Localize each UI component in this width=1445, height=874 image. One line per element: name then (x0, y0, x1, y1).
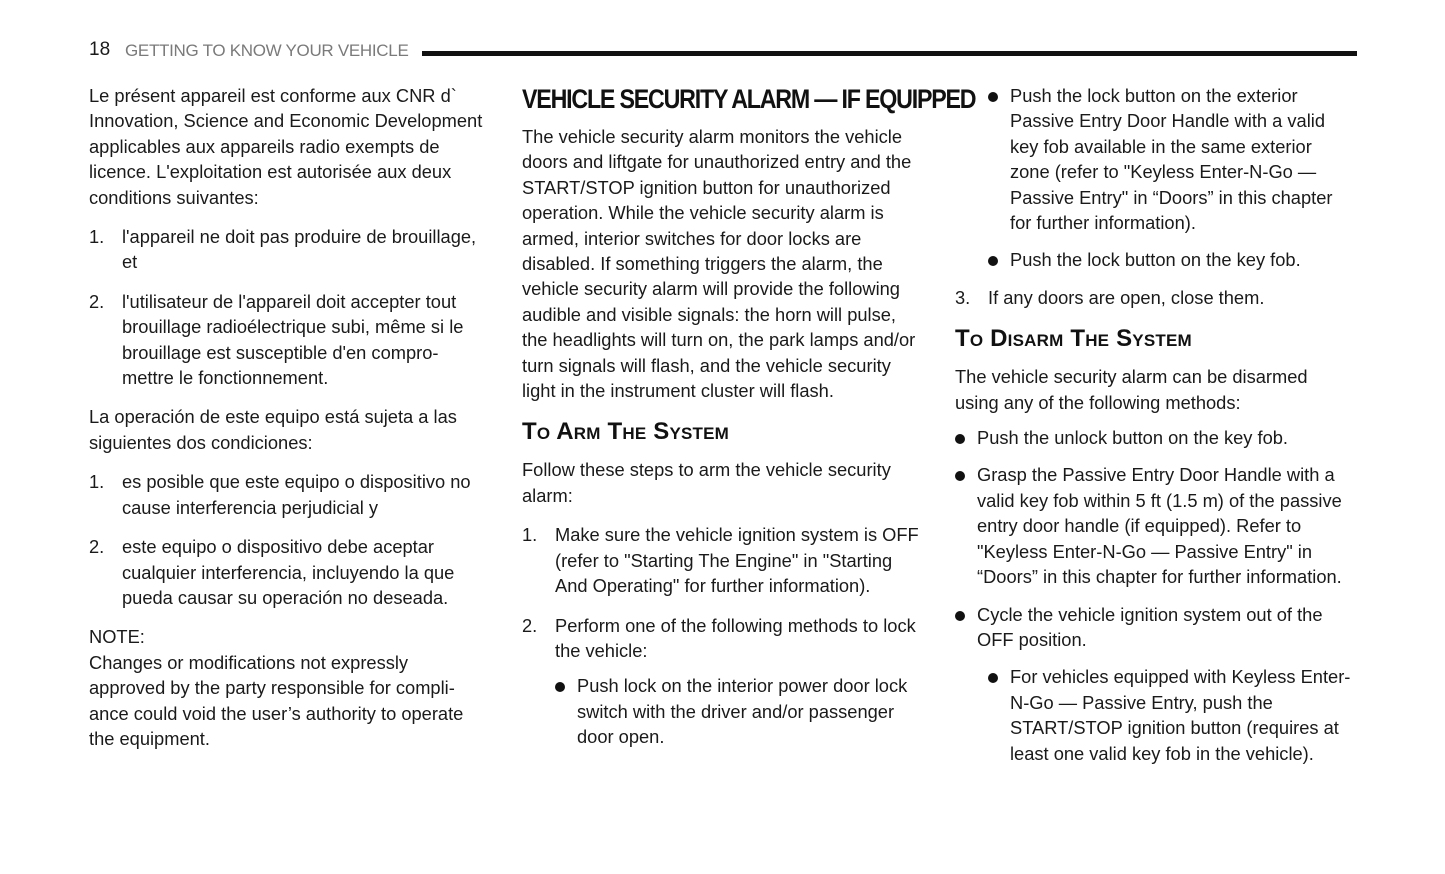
disarm-intro: The vehicle security alarm can be disarmed using any of the following methods: (955, 366, 1308, 413)
bullet-icon (955, 434, 965, 444)
column-2 (522, 83, 976, 764)
bullet-icon (955, 611, 965, 621)
section-heading: VEHICLE SECURITY ALARM — IF EQUIPPED (522, 84, 976, 114)
alarm-intro: The vehicle security alarm monitors the vehicle doors and liftgate for unauthorized entry and the START/STOP ignition button for unauthorized operation. While the vehicle security alarm is armed, interior switches for door locks are disabled. If something triggers the alarm, the vehicle security alarm will provide the following audible and visible signals: the horn will pulse, the headlights will turn on, the park lamps and/or turn signals will flash, and the vehicle security light in the instrument cluster will flash. (522, 126, 916, 402)
list-item: Push lock on the interior power door lock switch with the driver and/or passenger door open. (555, 673, 922, 749)
list-item: Push the lock button on the key fob. (988, 247, 1355, 272)
list-item: Grasp the Passive Entry Door Handle with a valid key fob within 5 ft (1.5 m) of the passive entry door handle (if equipped). Refer to "Keyless Enter-N-Go — Passive Entry" in “Doors” in this chapter for further information. (955, 462, 1355, 589)
list-item: Push the lock button on the exterior Passive Entry Door Handle with a valid key fob available in the same exterior zone (refer to "Keyless Enter-N-Go — Passive Entry" in “Doors” in this chapter for further information). (988, 83, 1355, 235)
arm-heading: To Arm The System (522, 418, 730, 446)
disarm-heading: To Disarm The System (955, 325, 1192, 353)
list-item: 1. l'appareil ne doit pas produire de brouillage, et (89, 226, 477, 273)
note-label: NOTE: (89, 626, 145, 648)
list-item: 1. es posible que este equipo o dispositivo no cause interferencia perjudicial y (89, 471, 471, 518)
list-item: For vehicles equipped with Keyless Enter-N-Go — Passive Entry, push the START/STOP ignition button (requires at least one valid key fob in the vehicle). (988, 664, 1355, 766)
bullet-icon (988, 673, 998, 683)
lock-methods-list-continued (955, 83, 1355, 273)
bullet-icon (988, 256, 998, 266)
header-rule (422, 51, 1357, 56)
french-conditions-list (89, 224, 489, 390)
list-item: Cycle the vehicle ignition system out of the OFF position. (955, 602, 1355, 653)
list-item: 2. Perform one of the following methods to lock the vehicle: (522, 614, 916, 661)
column-1 (89, 83, 489, 765)
spanish-paragraph: La operación de este equipo está sujeta a las siguientes dos condiciones: (89, 406, 457, 453)
bullet-icon (988, 92, 998, 102)
spanish-conditions-list (89, 469, 489, 610)
page-number: 18 (89, 39, 111, 60)
arm-steps-list-continued (955, 285, 1355, 310)
list-item: 2. l'utilisateur de l'appareil doit accepter tout brouillage radioélectrique subi, même si le brouillage est susceptible d'en compro-mettre le fonctionnement. (89, 290, 464, 389)
arm-steps-list (522, 522, 922, 663)
list-item: 1. Make sure the vehicle ignition system is OFF (refer to "Starting The Engine" in "Starting And Operating" for further information). (522, 524, 919, 597)
column-3 (955, 83, 1355, 780)
disarm-methods-list (955, 425, 1355, 652)
bullet-icon (955, 471, 965, 481)
bullet-icon (555, 682, 565, 692)
list-item: Push the unlock button on the key fob. (955, 425, 1355, 450)
ignition-sub-methods-list (955, 664, 1355, 766)
page-header (89, 38, 1357, 62)
french-paragraph: Le présent appareil est conforme aux CNR d` Innovation, Science and Economic Development applicables aux appareils radio exempts de licence. L'exploitation est autorisée aux deux conditions suivantes: (89, 85, 483, 208)
list-item: 3. If any doors are open, close them. (955, 286, 1265, 308)
list-item: 2. este equipo o dispositivo debe aceptar cualquier interferencia, incluyendo la que pueda causar su operación no deseada. (89, 536, 455, 608)
lock-methods-list (522, 673, 922, 749)
section-title: GETTING TO KNOW YOUR VEHICLE (125, 41, 409, 60)
arm-intro: Follow these steps to arm the vehicle security alarm: (522, 459, 891, 506)
note-text: Changes or modifications not expressly approved by the party responsible for compli-ance could void the user’s authority to operate the equipment. (89, 651, 464, 749)
